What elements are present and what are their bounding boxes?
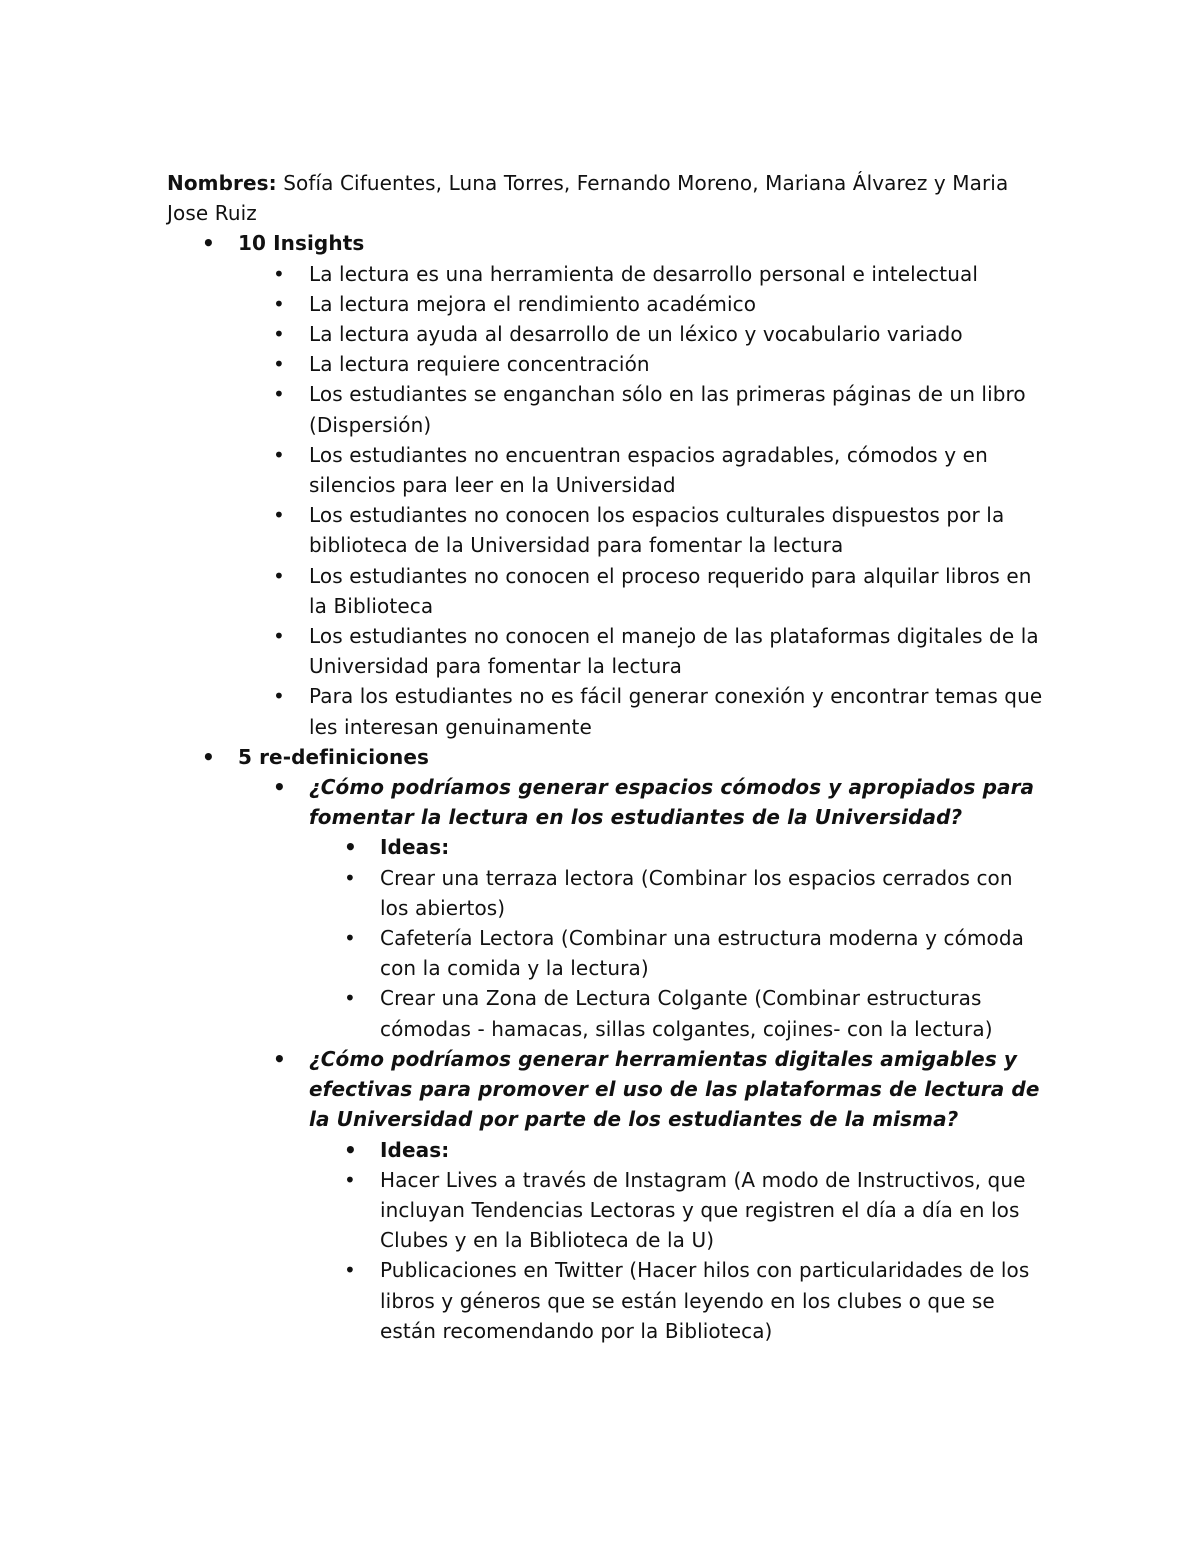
redefinitions-list [238,772,1047,1346]
idea-item: • Hacer Lives a través de Instagram (A modo de Instructivos, que incluyan Tendencias Lectoras y que registren el día a día en los Clubes y en la Biblioteca de la U) [380,1165,1047,1256]
ideas-list [309,1135,1047,1346]
names-line [167,168,1047,228]
ideas-container [309,832,1047,1043]
idea-item: • Crear una Zona de Lectura Colgante (Combinar estructuras cómodas - hamacas, sillas colgantes, cojines- con la lectura) [380,983,1047,1043]
insights-list [238,259,1047,742]
insight-item: • La lectura es una herramienta de desarrollo personal e intelectual [309,259,1047,289]
insight-item: • La lectura requiere concentración [309,349,1047,379]
insight-item: • Los estudiantes se enganchan sólo en las primeras páginas de un libro (Dispersión) [309,379,1047,439]
insights-container [167,259,1047,742]
redefinitions-container [167,772,1047,1346]
insight-item: • Los estudiantes no conocen el manejo de las plataformas digitales de la Universidad para fomentar la lectura [309,621,1047,681]
insight-item: • Los estudiantes no encuentran espacios agradables, cómodos y en silencios para leer en la Universidad [309,440,1047,500]
idea-item: • Crear una terraza lectora (Combinar los espacios cerrados con los abiertos) [380,863,1047,923]
insight-item: • Para los estudiantes no es fácil generar conexión y encontrar temas que les interesan genuinamente [309,681,1047,741]
names-value: Sofía Cifuentes, Luna Torres, Fernando Moreno, Mariana Álvarez y Maria Jose Ruiz [167,171,1009,226]
ideas-list [309,832,1047,1043]
ideas-label: • Ideas: [380,1135,1047,1165]
document-page [167,168,1047,1346]
names-label: Nombres: [167,171,277,195]
ideas-label: • Ideas: [380,832,1047,862]
insight-item: • Los estudiantes no conocen el proceso requerido para alquilar libros en la Biblioteca [309,561,1047,621]
redefinition-question: • ¿Cómo podríamos generar herramientas digitales amigables y efectivas para promover el uso de las plataformas de lectura de la Universidad por parte de los estudiantes de la misma? [309,1044,1047,1135]
idea-item: • Publicaciones en Twitter (Hacer hilos con particularidades de los libros y géneros que se están leyendo en los clubes o que se están recomendando por la Biblioteca) [380,1255,1047,1346]
insights-heading: • 10 Insights [238,228,1047,258]
insight-item: • La lectura mejora el rendimiento académico [309,289,1047,319]
top-list [167,228,1047,1346]
insight-item: • Los estudiantes no conocen los espacios culturales dispuestos por la biblioteca de la Universidad para fomentar la lectura [309,500,1047,560]
idea-item: • Cafetería Lectora (Combinar una estructura moderna y cómoda con la comida y la lectura) [380,923,1047,983]
insight-item: • La lectura ayuda al desarrollo de un léxico y vocabulario variado [309,319,1047,349]
redefinition-question: • ¿Cómo podríamos generar espacios cómodos y apropiados para fomentar la lectura en los estudiantes de la Universidad? [309,772,1047,832]
redefinitions-heading: • 5 re-definiciones [238,742,1047,772]
ideas-container [309,1135,1047,1346]
